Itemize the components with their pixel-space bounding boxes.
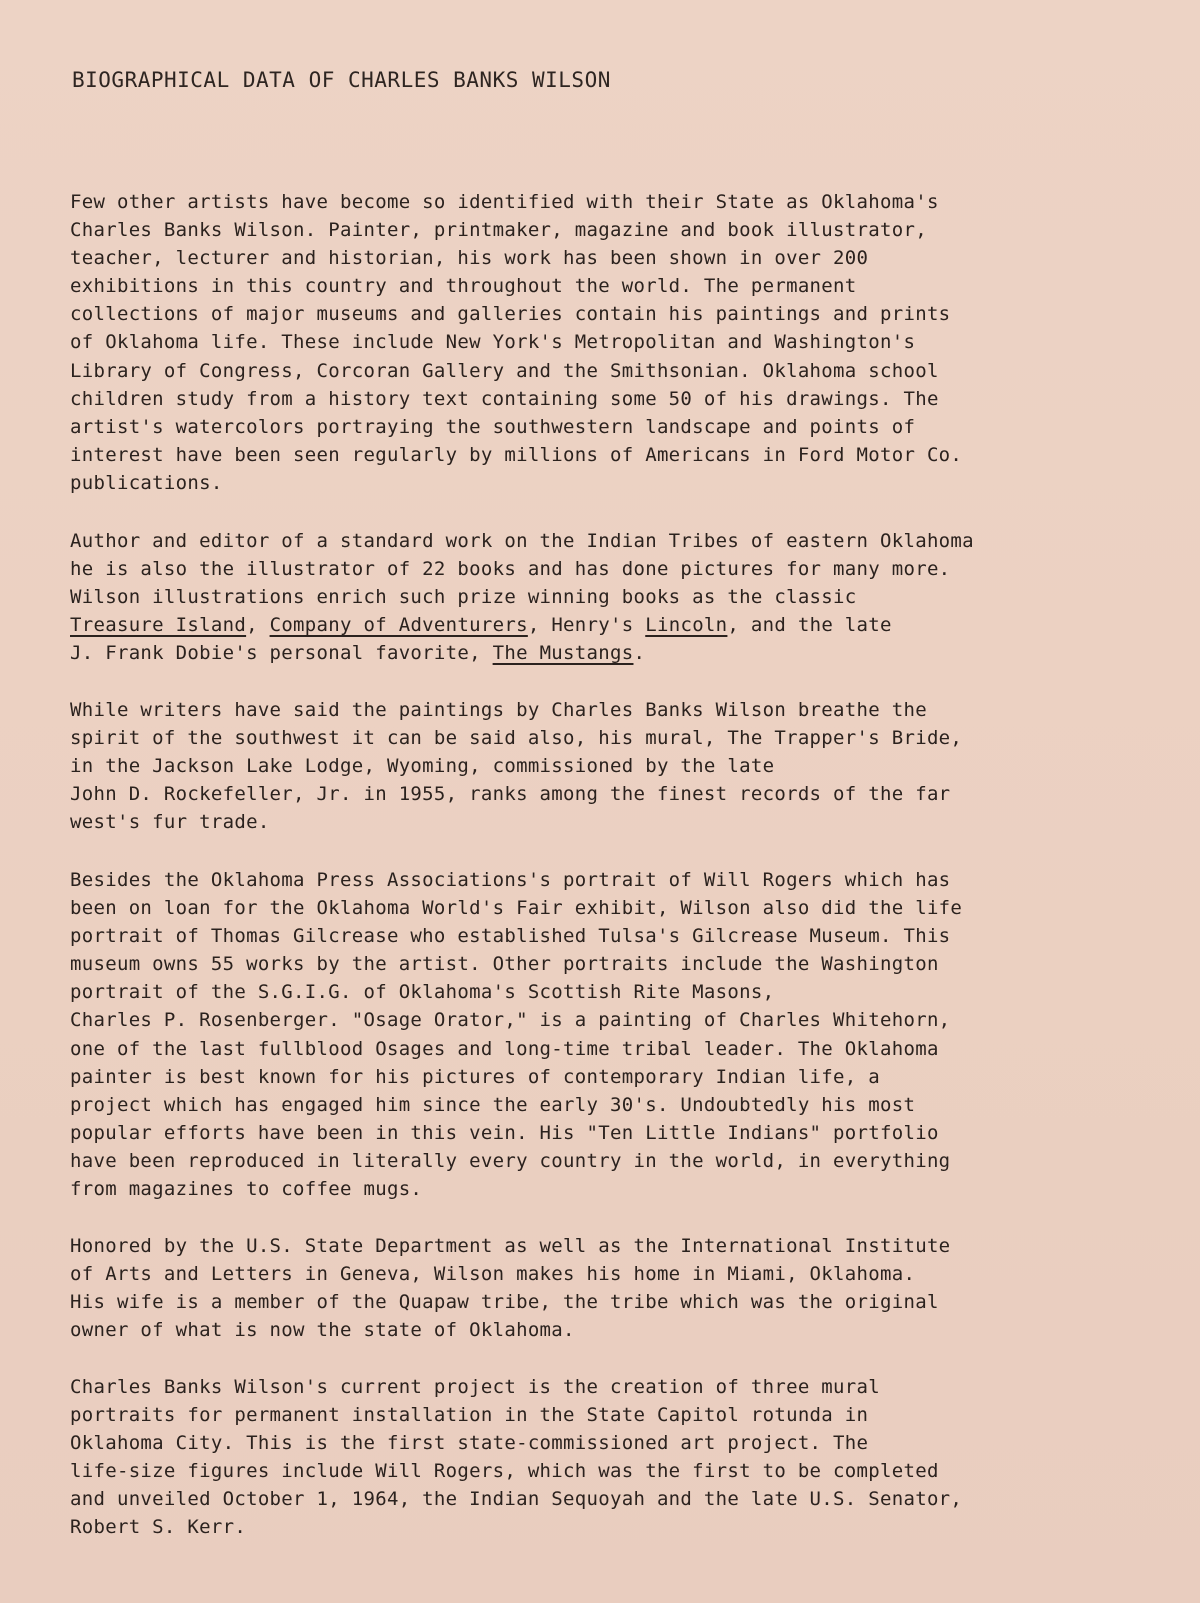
book-title-treasure-island: Treasure Island [70,614,247,637]
text-line: Charles P. Rosenberger. "Osage Orator," is a painting of Charles Whitehorn, [70,1009,951,1032]
text-line: painter is best known for his pictures of contemporary Indian life, a [70,1065,880,1088]
text-line: Oklahoma City. This is the first state-commissioned art project. The [70,1432,869,1455]
text-line: artist's watercolors portraying the southwestern landscape and points of [70,415,916,438]
text-line: Wilson illustrations enrich such prize winning books as the classic [70,586,857,609]
text-line: spirit of the southwest it can be said also, his mural, The Trapper's Bride, [70,727,963,750]
text-line: Author and editor of a standard work on the Indian Tribes of eastern Oklahoma [70,530,974,552]
text-line: Charles Banks Wilson. Painter, printmaker, magazine and book illustrator, [70,219,927,242]
text-line: children study from a history text containing some 50 of his drawings. The [70,387,939,410]
text-fragment: . [633,642,646,665]
text-line: been on loan for the Oklahoma World's Fair exhibit, Wilson also did the life [70,897,963,920]
text-line: teacher, lecturer and historian, his work has been shown in over 200 [70,247,869,270]
text-line: Charles Banks Wilson's current project is the creation of three mural [70,1376,880,1398]
text-line: Library of Congress, Corcoran Gallery and the Smithsonian. Oklahoma school [70,359,939,382]
text-line: life-size figures include Will Rogers, which was the first to be completed [70,1460,939,1483]
text-fragment: , Henry's [527,614,646,637]
text-line: of Arts and Letters in Geneva, Wilson makes his home in Miami, Oklahoma. [70,1263,916,1286]
text-line: in the Jackson Lake Lodge, Wyoming, commissioned by the late [70,755,775,778]
text-line: Robert S. Kerr. [70,1516,247,1539]
paragraph-illustrations [70,527,974,667]
paragraph-honors [70,1232,950,1344]
text-line: project which has engaged him since the early 30's. Undoubtedly his most [70,1093,916,1116]
text-line: from magazines to coffee mugs. [70,1178,423,1201]
text-line: interest have been seen regularly by millions of Americans in Ford Motor Co. [70,443,963,466]
text-line: he is also the illustrator of 22 books and has done pictures for many more. [70,558,951,581]
text-line: owner of what is now the state of Oklahoma. [70,1319,575,1342]
document-title: BIOGRAPHICAL DATA OF CHARLES BANKS WILSON [72,68,611,92]
paragraph-introduction [70,188,962,497]
text-line: Honored by the U.S. State Department as well as the International Institute [70,1235,951,1257]
text-line: His wife is a member of the Quapaw tribe, the tribe which was the original [70,1291,939,1314]
text-line: John D. Rockefeller, Jr. in 1955, ranks among the finest records of the far [70,783,951,806]
text-fragment: , [246,614,270,637]
paragraph-mural [70,696,962,836]
text-line: While writers have said the paintings by Charles Banks Wilson breathe the [70,699,927,721]
text-line: and unveiled October 1, 1964, the Indian Sequoyah and the late U.S. Senator, [70,1488,963,1511]
text-line: portraits for permanent installation in the State Capitol rotunda in [70,1404,869,1427]
paragraph-current-project [70,1373,962,1542]
text-line: of Oklahoma life. These include New York's Metropolitan and Washington's [70,331,916,354]
text-line: portrait of the S.G.I.G. of Oklahoma's Scottish Rite Masons, [70,981,775,1004]
text-line: Besides the Oklahoma Press Associations's portrait of Will Rogers which has [70,869,951,891]
book-title-lincoln: Lincoln [645,614,728,637]
text-line: museum owns 55 works by the artist. Other portraits include the Washington [70,953,939,976]
text-line: portrait of Thomas Gilcrease who established Tulsa's Gilcrease Museum. This [70,925,951,948]
book-title-the-mustangs: The Mustangs [492,642,634,665]
text-line: popular efforts have been in this vein. His "Ten Little Indians" portfolio [70,1121,939,1144]
text-fragment: J. Frank Dobie's personal favorite, [70,642,493,665]
text-line: Few other artists have become so identified with their State as Oklahoma's [70,191,939,213]
text-line: one of the last fullblood Osages and long-time tribal leader. The Oklahoma [70,1037,939,1060]
text-line: have been reproduced in literally every country in the world, in everything [70,1149,951,1172]
text-line-book-titles [70,611,974,639]
text-line: west's fur trade. [70,811,270,834]
text-line-mustangs [70,639,974,667]
text-line: publications. [70,471,223,494]
book-title-company-of-adventurers: Company of Adventurers [269,614,528,637]
text-line: collections of major museums and galleries contain his paintings and prints [70,303,951,326]
text-line: exhibitions in this country and throughout the world. The permanent [70,275,857,298]
text-fragment: , and the late [727,614,892,637]
paragraph-portraits [70,866,962,1203]
